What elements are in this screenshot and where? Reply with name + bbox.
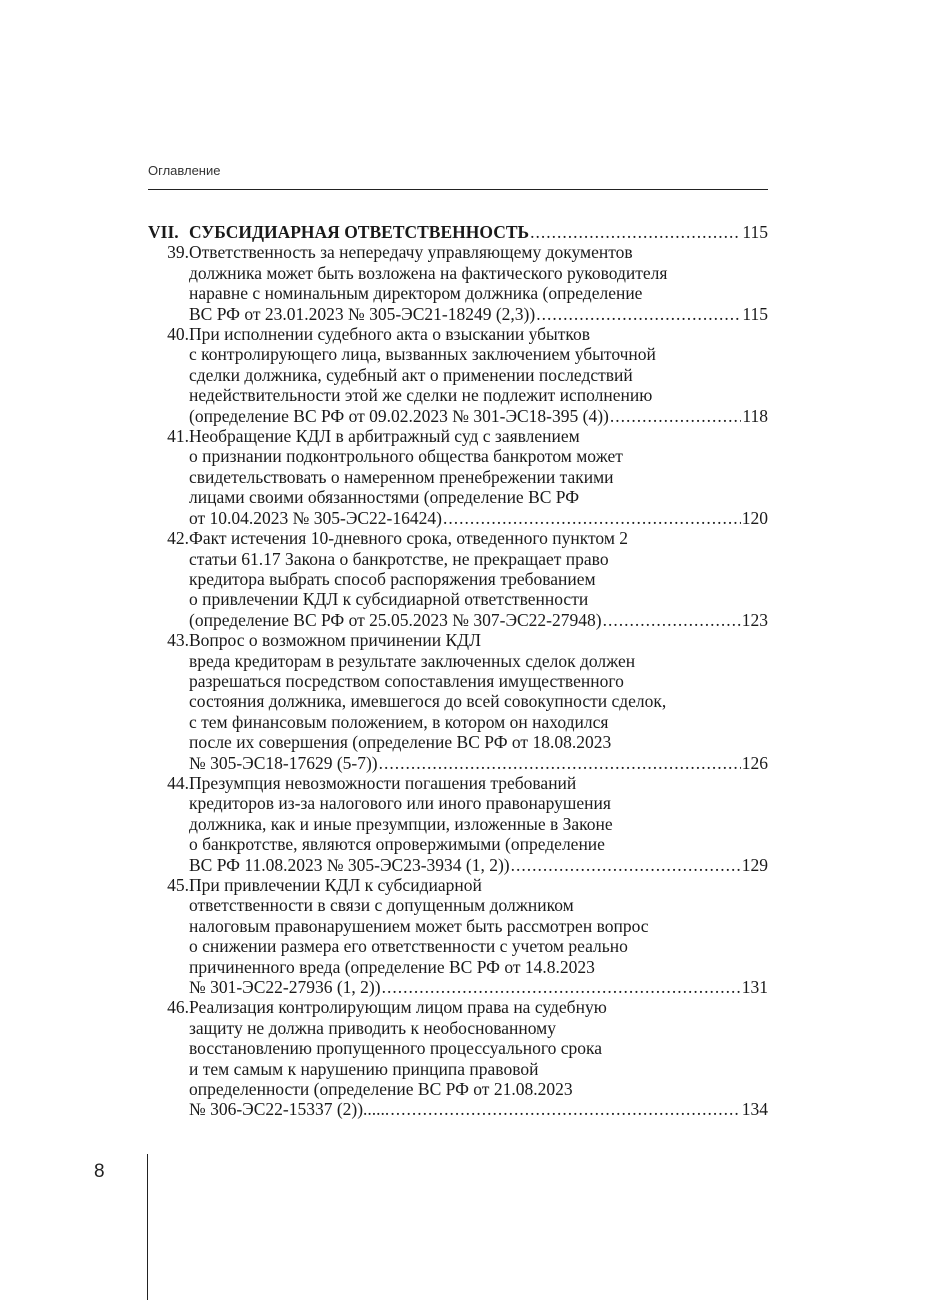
entry-title-line: защиту не должна приводить к необоснованному bbox=[189, 1017, 556, 1038]
entry-title-line: (определение ВС РФ от 25.05.2023 № 307-ЭС22-27948) bbox=[189, 609, 602, 630]
toc-entry[interactable] bbox=[148, 426, 768, 528]
entry-title-line: статьи 61.17 Закона о банкротстве, не прекращает право bbox=[189, 548, 609, 569]
dot-leader bbox=[530, 222, 741, 242]
entry-title-line: с контролирующего лица, вызванных заключением убыточной bbox=[189, 344, 656, 365]
entry-page-ref: 129 bbox=[741, 854, 768, 875]
entry-title-line: ВС РФ от 23.01.2023 № 305-ЭС21-18249 (2,3)) bbox=[189, 303, 536, 324]
dot-leader bbox=[536, 304, 741, 324]
dot-leader bbox=[610, 406, 742, 426]
entry-title-line: При привлечении КДЛ к субсидиарной bbox=[189, 875, 482, 895]
entry-title-line: недействительности этой же сделки не подлежит исполнению bbox=[189, 385, 653, 406]
entry-title-line: свидетельствовать о намеренном пренебрежении такими bbox=[189, 466, 614, 487]
entry-number: 44. bbox=[167, 772, 189, 793]
entry-title-line: налоговым правонарушением может быть рассмотрен вопрос bbox=[189, 915, 649, 936]
entry-title-line: При исполнении судебного акта о взыскании убытков bbox=[189, 324, 591, 345]
entry-page-ref: 134 bbox=[741, 1099, 768, 1120]
dot-leader bbox=[390, 1099, 740, 1119]
entry-title-line: Ответственность за непередачу управляющему документов bbox=[189, 242, 633, 263]
toc-entry[interactable] bbox=[148, 875, 768, 997]
entry-title-line: о снижении размера его ответственности с учетом реально bbox=[189, 936, 628, 957]
entry-title-line: Необращение КДЛ в арбитражный суд с заявлением bbox=[189, 426, 580, 447]
entry-title-line: о привлечении КДЛ к субсидиарной ответственности bbox=[189, 589, 589, 610]
entry-title-line: сделки должника, судебный акт о применении последствий bbox=[189, 364, 633, 385]
dot-leader bbox=[379, 753, 741, 773]
table-of-contents bbox=[148, 222, 768, 1120]
entry-title-line: № 305-ЭС18-17629 (5-7)) bbox=[189, 752, 378, 773]
entry-title-line: № 306-ЭС22-15337 (2))...... bbox=[189, 1099, 390, 1120]
toc-entry[interactable] bbox=[148, 528, 768, 630]
entry-title-line: ВС РФ 11.08.2023 № 305-ЭС23-3934 (1, 2)) bbox=[189, 854, 510, 875]
margin-rule bbox=[147, 1154, 148, 1300]
chapter-title: СУБСИДИАРНАЯ ОТВЕТСТВЕННОСТЬ bbox=[189, 222, 530, 242]
toc-chapter-heading[interactable] bbox=[148, 222, 768, 242]
entry-title-line: Вопрос о возможном причинении КДЛ bbox=[189, 630, 481, 651]
page-number: 8 bbox=[94, 1161, 105, 1182]
entry-number: 46. bbox=[167, 997, 189, 1018]
entry-title-line: причиненного вреда (определение ВС РФ от 14.8.2023 bbox=[189, 956, 595, 977]
entry-title-line: Факт истечения 10-дневного срока, отведенного пунктом 2 bbox=[189, 528, 629, 549]
entry-title-line: определенности (определение ВС РФ от 21.08.2023 bbox=[189, 1079, 573, 1100]
toc-entry[interactable] bbox=[148, 997, 768, 1119]
entry-title-line: состояния должника, имевшегося до всей совокупности сделок, bbox=[189, 691, 667, 712]
entry-title-line: от 10.04.2023 № 305-ЭС22-16424) bbox=[189, 507, 442, 528]
entry-page-ref: 126 bbox=[741, 752, 768, 773]
entry-title-line: разрешаться посредством сопоставления имущественного bbox=[189, 670, 624, 691]
entry-title-line: (определение ВС РФ от 09.02.2023 № 301-ЭС18-395 (4)) bbox=[189, 405, 609, 426]
entry-page-ref: 120 bbox=[741, 507, 768, 528]
entry-page-ref: 131 bbox=[741, 977, 768, 998]
entry-number: 43. bbox=[167, 630, 189, 651]
entry-title-line: кредиторов из-за налогового или иного правонарушения bbox=[189, 793, 611, 814]
entry-title-line: и тем самым к нарушению принципа правовой bbox=[189, 1058, 539, 1079]
header-rule bbox=[148, 189, 768, 190]
entry-title-line: ответственности в связи с допущенным должником bbox=[189, 895, 574, 916]
dot-leader bbox=[511, 855, 741, 875]
entry-page-ref: 118 bbox=[742, 405, 768, 426]
dot-leader bbox=[443, 508, 741, 528]
entry-number: 41. bbox=[167, 426, 189, 447]
chapter-number: VII. bbox=[148, 222, 179, 242]
entry-title-line: лицами своими обязанностями (определение ВС РФ bbox=[189, 487, 580, 508]
entry-page-ref: 123 bbox=[741, 609, 768, 630]
entry-title-line: вреда кредиторам в результате заключенных сделок должен bbox=[189, 650, 636, 671]
dot-leader bbox=[603, 610, 741, 630]
entry-title-line: Реализация контролирующим лицом права на судебную bbox=[189, 997, 607, 1018]
entry-title-line: Презумпция невозможности погашения требований bbox=[189, 772, 577, 793]
toc-entry[interactable] bbox=[148, 324, 768, 426]
entry-title-line: кредитора выбрать способ распоряжения требованием bbox=[189, 568, 596, 589]
entry-number: 39. bbox=[167, 242, 189, 263]
entry-title-line: № 301-ЭС22-27936 (1, 2)) bbox=[189, 977, 381, 998]
toc-entry[interactable] bbox=[148, 773, 768, 875]
entry-page-ref: 115 bbox=[742, 303, 768, 324]
entry-title-line: наравне с номинальным директором должника (определение bbox=[189, 283, 643, 304]
entry-title-line: восстановлению пропущенного процессуального срока bbox=[189, 1038, 603, 1059]
entry-number: 42. bbox=[167, 528, 189, 549]
entry-title-line: с тем финансовым положением, в котором он находился bbox=[189, 711, 609, 732]
dot-leader bbox=[382, 977, 741, 997]
entry-title-line: после их совершения (определение ВС РФ от 18.08.2023 bbox=[189, 732, 612, 753]
entry-title-line: должника может быть возложена на фактического руководителя bbox=[189, 262, 668, 283]
entry-number: 45. bbox=[167, 875, 189, 895]
entry-title-line: должника, как и иные презумпции, изложенные в Законе bbox=[189, 813, 613, 834]
entry-title-line: о признании подконтрольного общества банкротом может bbox=[189, 446, 623, 467]
entry-title-line: о банкротстве, являются опровержимыми (определение bbox=[189, 834, 605, 855]
toc-entry[interactable] bbox=[148, 630, 768, 773]
running-head: Оглавление bbox=[148, 163, 221, 178]
entry-number: 40. bbox=[167, 324, 189, 345]
chapter-page-ref: 115 bbox=[742, 222, 768, 242]
toc-entry[interactable] bbox=[148, 242, 768, 324]
